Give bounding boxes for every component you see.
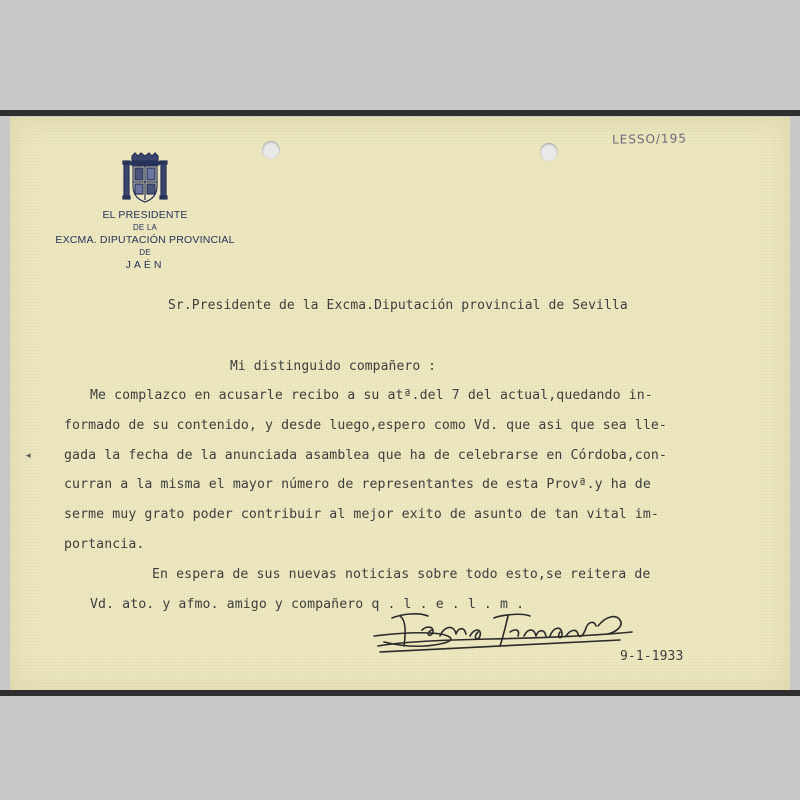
closing-line: En espera de sus nuevas noticias sobre todo esto,se reitera de [152, 567, 651, 582]
body-line: serme muy grato poder contribuir al mejor exito de asunto de tan vital im- [64, 507, 659, 522]
bottom-scan-edge [0, 690, 800, 696]
addressee-line: Sr.Presidente de la Excma.Diputación provincial de Sevilla [168, 298, 628, 313]
margin-mark-icon: ◂ [26, 451, 31, 461]
body-line: gada la fecha de la anunciada asamblea que ha de celebrarse en Córdoba,con- [64, 448, 667, 463]
handwritten-signature [370, 606, 640, 658]
letterhead-connector-2: DE [139, 248, 151, 257]
letterhead-province: JAÉN [125, 259, 165, 271]
letterhead-institution: EXCMA. DIPUTACIÓN PROVINCIAL [55, 234, 235, 246]
archive-reference: LESSO/195 [611, 131, 688, 147]
body-line: Me complazco en acusarle recibo a su atª.del 7 del actual,quedando in- [90, 388, 653, 403]
salutation: Mi distinguido compañero : [230, 359, 437, 374]
body-line: formado de su contenido, y desde luego,espero como Vd. que asi que sea lle- [64, 418, 667, 433]
letterhead [55, 152, 235, 272]
body-line: curran a la misma el mayor número de representantes de esta Provª.y ha de [64, 477, 651, 492]
punch-hole-right [540, 143, 558, 161]
coat-of-arms-icon [122, 152, 168, 204]
punch-hole-left [262, 141, 280, 159]
closing-line: Vd. ato. y afmo. amigo y compañero q . l . e . l . m . [90, 597, 525, 612]
letterhead-connector: DE LA [132, 223, 158, 232]
body-line: portancia. [64, 537, 145, 552]
letter-date: 9-1-1933 [620, 649, 684, 664]
top-scan-edge [0, 110, 800, 116]
letterhead-title: EL PRESIDENTE [102, 209, 188, 221]
